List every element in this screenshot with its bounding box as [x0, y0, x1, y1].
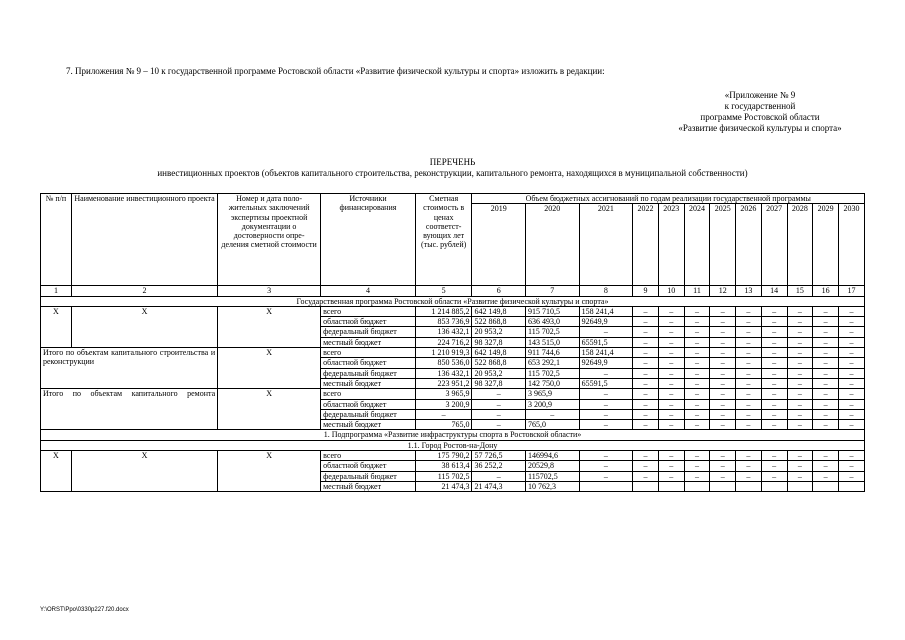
- total-label: Итого по объектам капитального ремонта: [41, 389, 218, 430]
- x-name: Х: [71, 451, 217, 492]
- dash-cell: –: [633, 317, 659, 327]
- dash-cell: –: [813, 327, 839, 337]
- dash-cell: –: [633, 420, 659, 430]
- dash-cell: –: [736, 348, 762, 358]
- table-row: [41, 348, 865, 358]
- dash-cell: –: [736, 327, 762, 337]
- value-cell: 642 149,8: [472, 348, 526, 358]
- dash-cell: –: [839, 461, 865, 471]
- dash-cell: –: [839, 420, 865, 430]
- dash-cell: –: [710, 368, 736, 378]
- dash-cell: –: [736, 368, 762, 378]
- dash-cell: –: [787, 306, 813, 316]
- x-expertise: Х: [218, 451, 321, 492]
- heading-title: ПЕРЕЧЕНЬ: [429, 157, 476, 167]
- value-cell: –: [472, 420, 526, 430]
- annex-block: [640, 90, 880, 134]
- x-expertise: Х: [218, 348, 321, 389]
- dash-cell: –: [633, 337, 659, 347]
- dash-cell: –: [813, 451, 839, 461]
- dash-cell: –: [839, 348, 865, 358]
- value-cell: 915 710,5: [526, 306, 580, 316]
- dash-cell: –: [633, 306, 659, 316]
- dash-cell: –: [813, 420, 839, 430]
- dash-cell: –: [813, 389, 839, 399]
- column-number: 8: [579, 286, 633, 296]
- value-cell: 136 432,1: [415, 368, 472, 378]
- value-cell: 765,0: [415, 420, 472, 430]
- dash-cell: –: [658, 317, 684, 327]
- value-cell: 20529,8: [526, 461, 580, 471]
- header-budget: Объем бюджетных ассигнований по годам реализации государственной программы: [472, 194, 865, 204]
- dash-cell: –: [839, 409, 865, 419]
- dash-cell: –: [736, 399, 762, 409]
- value-cell: –: [472, 389, 526, 399]
- value-cell: 115 702,5: [415, 471, 472, 481]
- column-number: 10: [658, 286, 684, 296]
- value-cell: 92649,9: [579, 358, 633, 368]
- value-cell: –: [579, 368, 633, 378]
- dash-cell: –: [787, 389, 813, 399]
- dash-cell: –: [787, 471, 813, 481]
- dash-cell: –: [710, 471, 736, 481]
- value-cell: 21 474,3: [472, 481, 526, 491]
- dash-cell: –: [710, 348, 736, 358]
- source-label: местный бюджет: [321, 420, 416, 430]
- column-number: 17: [839, 286, 865, 296]
- file-path: Y:\ORST\Ppo\0330p227.f20.docx: [40, 607, 129, 613]
- dash-cell: –: [658, 461, 684, 471]
- city-title: 1.1. Город Ростов-на-Дону: [41, 440, 865, 450]
- value-cell: 3 965,9: [526, 389, 580, 399]
- x-num: Х: [41, 306, 72, 347]
- source-label: всего: [321, 348, 416, 358]
- value-cell: 38 613,4: [415, 461, 472, 471]
- dash-cell: –: [761, 471, 787, 481]
- annex-line: к государственной: [724, 101, 796, 111]
- header-row: [41, 194, 865, 204]
- x-expertise: Х: [218, 389, 321, 430]
- dash-cell: –: [684, 389, 710, 399]
- value-cell: –: [579, 327, 633, 337]
- source-label: областной бюджет: [321, 358, 416, 368]
- value-cell: –: [472, 399, 526, 409]
- intro-text: 7. Приложения № 9 – 10 к государственной программе Ростовской области «Развитие физической культуры и спорта» изложить в редакции:: [66, 66, 605, 76]
- dash-cell: –: [761, 399, 787, 409]
- dash-cell: –: [839, 337, 865, 347]
- dash-cell: –: [787, 368, 813, 378]
- source-label: всего: [321, 451, 416, 461]
- dash-cell: –: [710, 337, 736, 347]
- dash-cell: –: [658, 337, 684, 347]
- header-num: № п/п: [41, 194, 72, 286]
- dash-cell: –: [710, 306, 736, 316]
- empty-cell: [813, 481, 839, 491]
- value-cell: 911 744,6: [526, 348, 580, 358]
- value-cell: 175 790,2: [415, 451, 472, 461]
- dash-cell: –: [839, 378, 865, 388]
- heading-subtitle: инвестиционных проектов (объектов капитального строительства, реконструкции, капитального ремонта, находящихся в муниципальной собственности): [157, 168, 748, 178]
- dash-cell: –: [736, 337, 762, 347]
- dash-cell: –: [684, 378, 710, 388]
- dash-cell: –: [710, 420, 736, 430]
- dash-cell: –: [736, 378, 762, 388]
- dash-cell: –: [684, 306, 710, 316]
- x-name: Х: [71, 306, 217, 347]
- dash-cell: –: [633, 358, 659, 368]
- x-expertise: Х: [218, 306, 321, 347]
- total-label: Итого по объектам капитального строительства и реконструкции: [41, 348, 218, 389]
- dash-cell: –: [813, 368, 839, 378]
- header-cost: Сметная стоимость в ценах соответст-вующих лет (тыс. рублей): [415, 194, 472, 286]
- source-label: областной бюджет: [321, 317, 416, 327]
- dash-cell: –: [761, 317, 787, 327]
- dash-cell: –: [658, 389, 684, 399]
- dash-cell: –: [761, 306, 787, 316]
- column-number: 16: [813, 286, 839, 296]
- year-header: 2028: [787, 204, 813, 286]
- dash-cell: –: [658, 420, 684, 430]
- dash-cell: –: [787, 451, 813, 461]
- empty-cell: [736, 481, 762, 491]
- year-header: 2020: [526, 204, 580, 286]
- dash-cell: –: [684, 420, 710, 430]
- source-label: областной бюджет: [321, 399, 416, 409]
- dash-cell: –: [684, 399, 710, 409]
- source-label: местный бюджет: [321, 481, 416, 491]
- dash-cell: –: [633, 409, 659, 419]
- source-label: федеральный бюджет: [321, 327, 416, 337]
- value-cell: 57 726,5: [472, 451, 526, 461]
- column-number: 6: [472, 286, 526, 296]
- dash-cell: –: [658, 327, 684, 337]
- dash-cell: –: [684, 327, 710, 337]
- dash-cell: –: [684, 317, 710, 327]
- section-row: [41, 296, 865, 306]
- dash-cell: –: [684, 471, 710, 481]
- dash-cell: –: [787, 461, 813, 471]
- column-number: 9: [633, 286, 659, 296]
- dash-cell: –: [813, 306, 839, 316]
- value-cell: 3 200,9: [415, 399, 472, 409]
- dash-cell: –: [787, 348, 813, 358]
- dash-cell: –: [710, 327, 736, 337]
- dash-cell: –: [658, 399, 684, 409]
- value-cell: –: [579, 420, 633, 430]
- value-cell: 65591,5: [579, 378, 633, 388]
- empty-cell: [839, 481, 865, 491]
- value-cell: 158 241,4: [579, 348, 633, 358]
- column-number: 12: [710, 286, 736, 296]
- value-cell: 853 736,9: [415, 317, 472, 327]
- annex-line: «Развитие физической культуры и спорта»: [678, 123, 842, 133]
- column-number: 11: [684, 286, 710, 296]
- dash-cell: –: [813, 378, 839, 388]
- value-cell: 850 536,0: [415, 358, 472, 368]
- value-cell: 136 432,1: [415, 327, 472, 337]
- dash-cell: –: [839, 306, 865, 316]
- dash-cell: –: [736, 451, 762, 461]
- dash-cell: –: [813, 461, 839, 471]
- value-cell: 765,0: [526, 420, 580, 430]
- value-cell: 115702,5: [526, 471, 580, 481]
- value-cell: 224 716,2: [415, 337, 472, 347]
- source-label: федеральный бюджет: [321, 368, 416, 378]
- source-label: федеральный бюджет: [321, 471, 416, 481]
- value-cell: –: [579, 409, 633, 419]
- dash-cell: –: [710, 378, 736, 388]
- dash-cell: –: [787, 327, 813, 337]
- value-cell: 65591,5: [579, 337, 633, 347]
- year-header: 2029: [813, 204, 839, 286]
- dash-cell: –: [710, 399, 736, 409]
- dash-cell: –: [839, 399, 865, 409]
- dash-cell: –: [658, 451, 684, 461]
- dash-cell: –: [684, 358, 710, 368]
- source-label: всего: [321, 389, 416, 399]
- dash-cell: –: [839, 317, 865, 327]
- dash-cell: –: [658, 306, 684, 316]
- empty-cell: [761, 481, 787, 491]
- dash-cell: –: [736, 306, 762, 316]
- value-cell: 98 327,8: [472, 337, 526, 347]
- dash-cell: –: [813, 409, 839, 419]
- column-number: 2: [71, 286, 217, 296]
- column-number: 3: [218, 286, 321, 296]
- value-cell: –: [526, 409, 580, 419]
- dash-cell: –: [710, 409, 736, 419]
- x-num: Х: [41, 451, 72, 492]
- value-cell: –: [579, 399, 633, 409]
- dash-cell: –: [787, 399, 813, 409]
- section-row: [41, 440, 865, 450]
- source-label: всего: [321, 306, 416, 316]
- year-header: 2030: [839, 204, 865, 286]
- value-cell: 20 953,2: [472, 368, 526, 378]
- source-label: местный бюджет: [321, 378, 416, 388]
- column-number: 14: [761, 286, 787, 296]
- value-cell: 1 210 919,3: [415, 348, 472, 358]
- header-sources: Источники финансирования: [321, 194, 416, 286]
- dash-cell: –: [761, 461, 787, 471]
- source-label: федеральный бюджет: [321, 409, 416, 419]
- investment-table: [40, 193, 865, 492]
- value-cell: 10 762,3: [526, 481, 580, 491]
- value-cell: –: [472, 409, 526, 419]
- dash-cell: –: [633, 399, 659, 409]
- dash-cell: –: [761, 368, 787, 378]
- column-number: 13: [736, 286, 762, 296]
- dash-cell: –: [813, 337, 839, 347]
- value-cell: 3 200,9: [526, 399, 580, 409]
- dash-cell: –: [736, 461, 762, 471]
- dash-cell: –: [736, 317, 762, 327]
- year-header: 2024: [684, 204, 710, 286]
- value-cell: –: [472, 471, 526, 481]
- year-header: 2023: [658, 204, 684, 286]
- dash-cell: –: [658, 471, 684, 481]
- dash-cell: –: [684, 409, 710, 419]
- gp-title: Государственная программа Ростовской области «Развитие физической культуры и спорта»: [41, 296, 865, 306]
- table-row: [41, 306, 865, 316]
- value-cell: 522 868,8: [472, 317, 526, 327]
- year-header: 2026: [736, 204, 762, 286]
- dash-cell: –: [813, 399, 839, 409]
- dash-cell: –: [761, 327, 787, 337]
- column-number: 1: [41, 286, 72, 296]
- empty-cell: [658, 481, 684, 491]
- column-number: 5: [415, 286, 472, 296]
- value-cell: 21 474,3: [415, 481, 472, 491]
- dash-cell: –: [813, 358, 839, 368]
- year-header: 2022: [633, 204, 659, 286]
- year-header: 2019: [472, 204, 526, 286]
- dash-cell: –: [658, 378, 684, 388]
- dash-cell: –: [787, 337, 813, 347]
- dash-cell: –: [839, 368, 865, 378]
- value-cell: 92649,9: [579, 317, 633, 327]
- value-cell: 1 214 885,2: [415, 306, 472, 316]
- dash-cell: –: [761, 389, 787, 399]
- dash-cell: –: [761, 451, 787, 461]
- section-row: [41, 430, 865, 440]
- dash-cell: –: [633, 471, 659, 481]
- dash-cell: –: [813, 471, 839, 481]
- dash-cell: –: [658, 358, 684, 368]
- dash-cell: –: [736, 389, 762, 399]
- dash-cell: –: [684, 337, 710, 347]
- dash-cell: –: [710, 461, 736, 471]
- dash-cell: –: [761, 420, 787, 430]
- dash-cell: –: [633, 368, 659, 378]
- dash-cell: –: [839, 327, 865, 337]
- year-header: 2027: [761, 204, 787, 286]
- dash-cell: –: [839, 358, 865, 368]
- dash-cell: –: [710, 358, 736, 368]
- value-cell: –: [415, 409, 472, 419]
- dash-cell: –: [839, 471, 865, 481]
- source-label: областной бюджет: [321, 461, 416, 471]
- empty-cell: [710, 481, 736, 491]
- empty-cell: [684, 481, 710, 491]
- dash-cell: –: [787, 378, 813, 388]
- year-header: 2025: [710, 204, 736, 286]
- value-cell: 142 750,0: [526, 378, 580, 388]
- annex-line: «Приложение № 9: [724, 90, 796, 100]
- column-number-row: [41, 286, 865, 296]
- dash-cell: –: [787, 420, 813, 430]
- column-number: 4: [321, 286, 416, 296]
- dash-cell: –: [633, 389, 659, 399]
- dash-cell: –: [736, 409, 762, 419]
- dash-cell: –: [633, 378, 659, 388]
- document-heading: [40, 157, 865, 179]
- value-cell: 115 702,5: [526, 327, 580, 337]
- value-cell: 522 868,8: [472, 358, 526, 368]
- empty-cell: [633, 481, 659, 491]
- value-cell: 143 515,0: [526, 337, 580, 347]
- subprogram-title: 1. Подпрограмма «Развитие инфраструктуры спорта в Ростовской области»: [41, 430, 865, 440]
- dash-cell: –: [684, 451, 710, 461]
- dash-cell: –: [787, 358, 813, 368]
- dash-cell: –: [633, 348, 659, 358]
- header-name: Наименование инвестиционного проекта: [71, 194, 217, 286]
- value-cell: 36 252,2: [472, 461, 526, 471]
- dash-cell: –: [787, 317, 813, 327]
- dash-cell: –: [658, 409, 684, 419]
- column-number: 15: [787, 286, 813, 296]
- value-cell: –: [579, 451, 633, 461]
- value-cell: 20 953,2: [472, 327, 526, 337]
- dash-cell: –: [684, 348, 710, 358]
- value-cell: 642 149,8: [472, 306, 526, 316]
- dash-cell: –: [684, 368, 710, 378]
- dash-cell: –: [633, 451, 659, 461]
- column-number: 7: [526, 286, 580, 296]
- value-cell: –: [579, 389, 633, 399]
- dash-cell: –: [658, 368, 684, 378]
- dash-cell: –: [761, 337, 787, 347]
- dash-cell: –: [736, 358, 762, 368]
- table-row: [41, 451, 865, 461]
- dash-cell: –: [736, 471, 762, 481]
- value-cell: 636 493,0: [526, 317, 580, 327]
- dash-cell: –: [813, 317, 839, 327]
- value-cell: –: [579, 471, 633, 481]
- dash-cell: –: [787, 409, 813, 419]
- header-expertise: Номер и дата поло-жительных заключений экспертизы проектной документации о достоверности опре-деления сметной стоимости: [218, 194, 321, 286]
- dash-cell: –: [761, 348, 787, 358]
- value-cell: 158 241,4: [579, 306, 633, 316]
- source-label: местный бюджет: [321, 337, 416, 347]
- dash-cell: –: [761, 358, 787, 368]
- table-row: [41, 389, 865, 399]
- value-cell: 98 327,8: [472, 378, 526, 388]
- dash-cell: –: [761, 378, 787, 388]
- dash-cell: –: [839, 451, 865, 461]
- dash-cell: –: [710, 451, 736, 461]
- dash-cell: –: [710, 317, 736, 327]
- dash-cell: –: [761, 409, 787, 419]
- value-cell: 146994,6: [526, 451, 580, 461]
- annex-line: программе Ростовской области: [700, 112, 820, 122]
- value-cell: [579, 481, 633, 491]
- value-cell: 115 702,5: [526, 368, 580, 378]
- dash-cell: –: [684, 461, 710, 471]
- year-header: 2021: [579, 204, 633, 286]
- value-cell: 223 951,2: [415, 378, 472, 388]
- dash-cell: –: [633, 461, 659, 471]
- value-cell: 3 965,9: [415, 389, 472, 399]
- dash-cell: –: [839, 389, 865, 399]
- dash-cell: –: [710, 389, 736, 399]
- empty-cell: [787, 481, 813, 491]
- value-cell: –: [579, 461, 633, 471]
- dash-cell: –: [633, 327, 659, 337]
- dash-cell: –: [658, 348, 684, 358]
- value-cell: 653 292,1: [526, 358, 580, 368]
- dash-cell: –: [813, 348, 839, 358]
- dash-cell: –: [736, 420, 762, 430]
